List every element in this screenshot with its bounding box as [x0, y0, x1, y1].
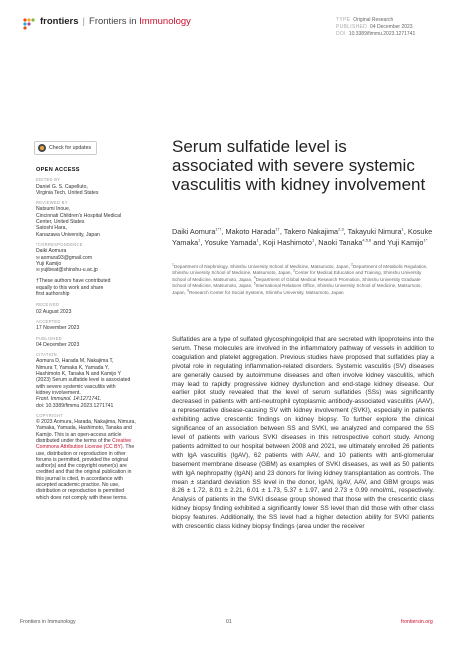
sidebar [36, 167, 136, 501]
page-number: 01 [226, 619, 232, 625]
meta-doi: DOI 10.3389/fimmu.2023.1271741 [336, 31, 416, 38]
published-date: 04 December 2023 [36, 341, 80, 348]
citation-text: Aomura D, Harada M, Nakajima T, Nimura T, Yamaka K, Yamada Y, Hashimoto K, Tanaka N and Kamijo Y (2023) Serum sulfatide level is associated with severe systemic vasculitis with kidney involvement. [36, 358, 131, 396]
accepted-date: 17 November 2023 [36, 325, 80, 332]
correspondence-name-2: Yuji Kamijo [36, 260, 62, 267]
journal-name: Immunology [139, 16, 191, 27]
affiliation: $^3$Center for Medical Education and Training, Shinshu University School of Medicine, Matsumoto, Japan, [172, 268, 422, 282]
received-label: RECEIVED [36, 302, 60, 308]
edited-by: Daniel G. S. Capelluto, Virginia Tech, United States [36, 183, 99, 196]
affiliation: $^6$Research Center for Social Systems, Shinshu University, Matsumoto, Japan [187, 288, 344, 295]
edited-by-label: EDITED BY [36, 177, 61, 183]
correspondence-label: *CORRESPONDENCE [36, 241, 83, 247]
footer-site-link[interactable]: frontiersin.org [401, 619, 433, 625]
cc-license-link[interactable]: Creative Commons Attribution License (CC BY). [36, 437, 132, 451]
author-name: Makoto Harada$^{1\dagger}$ [225, 226, 280, 236]
copyright-label: COPYRIGHT [36, 412, 64, 418]
affiliation: $^5$International Relations Office, Shinshu University School of Medicine, Matsumoto, Japan, [172, 281, 422, 295]
copyright-text: © 2023 Aomura, Harada, Nakajima, Nimura, Yamaka, Yamada, Hashimoto, Tanaka and Kamijo. This is an open-access article distributed under the terms of the Creative Commons Attribution License (CC BY). The use, distribution or reproduction in other forums is permitted, provided the original author(s) and the copyright owner(s) are credited and that the original publication in this journal is cited, in accordance with accepted academic practice. No use, distribution or reproduction is permitted which does not comply with these terms. [36, 419, 136, 501]
affiliation: $^2$Department of Metabolic Regulation, Shinshu University School of Medicine, Matsumoto, Japan, [172, 262, 428, 276]
affiliations [172, 264, 432, 296]
author-name: Kosuke Yamaka$^1$ [172, 227, 433, 247]
author-name: Takero Nakajima$^{2,3}$ [283, 226, 344, 236]
author-name: Yosuke Yamada$^1$ [204, 237, 259, 247]
accepted-label: ACCEPTED [36, 318, 61, 324]
footer-journal: Frontiers in Immunology [20, 619, 76, 625]
journal-brand[interactable]: frontiers | Frontiers in Immunology [40, 16, 191, 27]
author-name: Yuji Kamijo$^{1*}$ [387, 237, 428, 247]
abstract: Sulfatides are a type of sulfated glycosphingolipid that are secreted with lipoproteins into the serum. These molecules are involved in the inflammatory pathway of vessels in addition to coagulation and platelet aggregation. Previous studies have proposed that sulfatides play a pivotal role in regulating inflammation-related disorders. Systemic vasculitis (SV) diseases are generally caused by autoimmune diseases and often involve kidney vasculitis, which may lead to rapidly progressive kidney dysfunction and end-stage kidney disease. Our earlier pilot study revealed that the level of serum sulfatides (SSs) was significantly decreased in patients with anti-neutrophil cytoplasmic antibody-associated vasculitis (AAV), a representative disease-causing SV with kidney involvement (SVKI), especially in patients exhibiting active crescentic findings on kidney biopsy. To further explore the clinical significance of an association between SS and SVKI, we analyzed and compared the SS level of patients with various SVKI diseases in this retrospective cohort study. Among patients admitted to our hospital between 2008 and 2021, we ultimately enrolled 26 patients with IgA vasculitis (IgAV), 62 patients with AAV, and 10 patients with anti-glomerular basement membrane disease (GBM) as examples of SVKI diseases, as well as 50 patients with IgA nephropathy (IgAN) and 23 donors for living kidney transplantation as controls. The mean ± standard deviation SS level in the donor, IgAN, IgAV, AAV, and GBM groups was 8.26 ± 1.72, 8.01 ± 2.21, 6.01 ± 1.73, 5.37 ± 1.97, and 2.73 ± 0.99 nmol/mL, respectively. Analysis of patients in the SVKI disease group showed that those with the crescentic class kidney biopsy finding exhibited a significantly lower SS level than did those with other class biopsy features. Additionally, the SS level had a higher detection ability for SVKI patients with crescentic class kidney biopsy findings (area under the receiver [172, 336, 434, 531]
author-name: Koji Hashimoto$^1$ [262, 237, 315, 247]
correspondence-name-1: Daiki Aomura [36, 248, 67, 255]
meta-type: TYPE Original Research [336, 17, 394, 23]
check-for-updates-label: Check for updates [49, 145, 92, 151]
received-date: 02 August 2023 [36, 308, 72, 315]
reviewed-by: Natsumi Inoue, Cincinnati Children's Hospital Medical Center, United States Satoshi Hara, Kanazawa University, Japan [36, 206, 122, 238]
update-badge-icon [38, 144, 46, 152]
affiliation: $^4$Department of Global Medical Research Promotion, Shinshu University Graduate School of Medicine, Matsumoto, Japan, [172, 275, 421, 289]
correspondence-email-1[interactable]: ✉ aomura93@gmail.com [36, 255, 136, 261]
dates-block [36, 302, 136, 348]
published-label: PUBLISHED [36, 335, 62, 341]
citation-journal: Front. Immunol. 14:1271741. [36, 396, 102, 403]
open-access-label: OPEN ACCESS [36, 167, 80, 173]
check-for-updates-button[interactable] [34, 141, 97, 155]
brand-name: frontiers [40, 16, 79, 27]
journal-prefix: Frontiers in [89, 16, 137, 27]
author-name: Daiki Aomura$^{1*\dagger}$ [172, 226, 222, 236]
correspondence-email-2[interactable]: ✉ yujibeat@shinshu-u.ac.jp [36, 267, 136, 273]
author-name: Takayuki Nimura$^1$ [347, 226, 404, 236]
author-list: Daiki Aomura$^{1*\dagger}$, Makoto Harada$^{1\dagger}$, Takero Nakajima$^{2,3}$, Takayuki Nimura$^1$, Kosuke Yamaka$^1$, Yosuke Yamada$^1$, Koji Hashimoto$^1$, Naoki Tanaka$^{4,5,6}$ and Yuji Kamijo$^{1*}$ [172, 226, 433, 247]
article-title: Serum sulfatide level is associated with severe systemic vasculitis with kidney involvement [172, 137, 426, 195]
equal-contribution-note: †These authors have contributed equally to this work and share first authorship [36, 278, 111, 298]
meta-published: PUBLISHED 04 December 2023 [336, 24, 413, 31]
frontiers-logo-icon [22, 17, 36, 31]
article-meta [336, 17, 415, 39]
citation-label: CITATION [36, 352, 57, 358]
reviewed-by-label: REVIEWED BY [36, 200, 68, 206]
author-name: Naoki Tanaka$^{4,5,6}$ [318, 237, 372, 247]
citation-doi[interactable]: doi: 10.3389/fimmu.2023.1271741 [36, 402, 114, 409]
affiliation: $^1$Department of Nephrology, Shinshu University School of Medicine, Matsumoto, Japan, [172, 262, 352, 269]
